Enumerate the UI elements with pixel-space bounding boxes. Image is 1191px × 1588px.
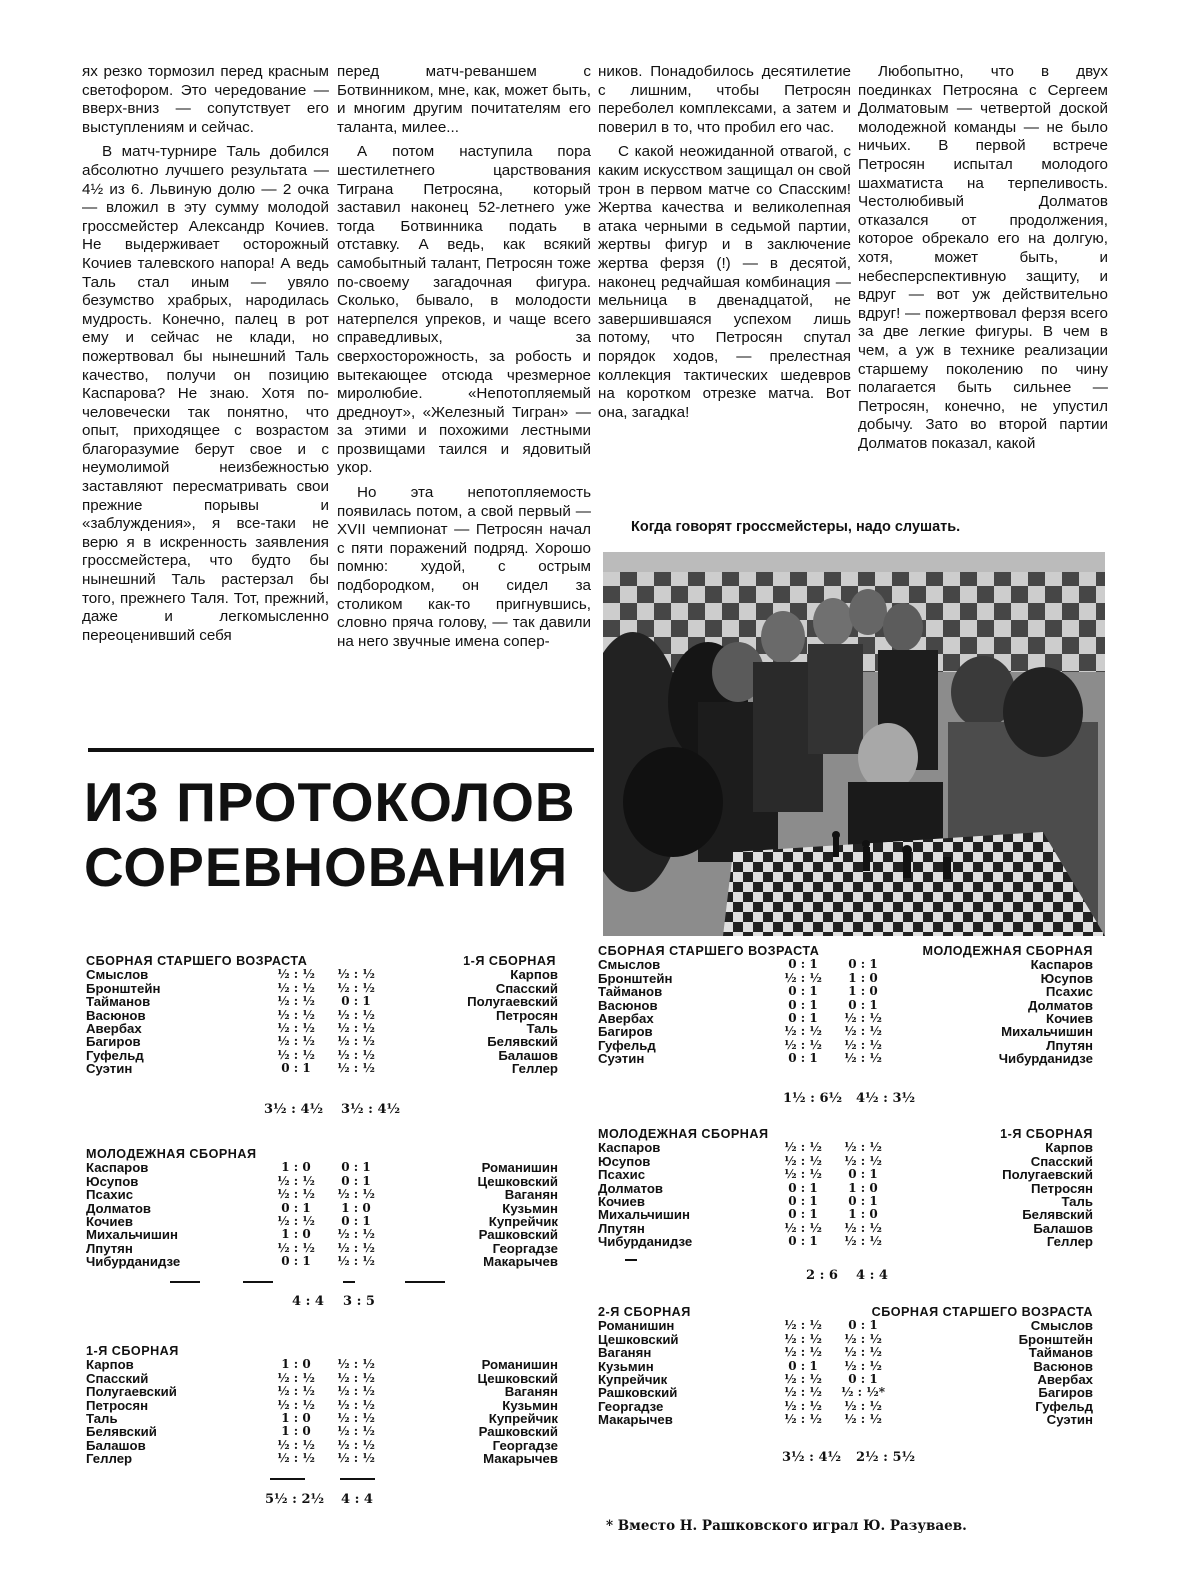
- player-name: Псахис: [598, 1167, 646, 1183]
- score: 1 : 0: [281, 1160, 311, 1175]
- opponent-name: Георгадзе: [492, 1437, 558, 1453]
- table-row: [86, 968, 558, 981]
- score: ½ : ½: [784, 1412, 822, 1427]
- score: 0 : 1: [848, 1193, 878, 1208]
- score: ½ : ½: [337, 1254, 375, 1269]
- score: ½ : ½: [337, 1020, 375, 1035]
- score: ½ : ½: [337, 1227, 375, 1242]
- opponent-name: Михальчишин: [1001, 1024, 1093, 1040]
- opponent-name: Белявский: [487, 1034, 558, 1050]
- opponent-name: Купрейчик: [488, 1410, 558, 1426]
- score: 0 : 1: [788, 984, 818, 999]
- score: 0 : 1: [281, 1254, 311, 1269]
- total-score: 5½ : 2½: [265, 1492, 325, 1507]
- table-row: [598, 1360, 1093, 1373]
- table-row: [598, 999, 1093, 1012]
- player-name: Тайманов: [598, 984, 663, 1000]
- score: 1 : 0: [848, 984, 878, 999]
- table-row: [598, 1400, 1093, 1413]
- score: 0 : 1: [788, 1193, 818, 1208]
- score: ½ : ½: [784, 1371, 822, 1386]
- score: 0 : 1: [341, 1173, 371, 1188]
- score: 0 : 1: [788, 1010, 818, 1025]
- total-score: 3½ : 4½: [264, 1102, 324, 1117]
- opponent-name: Суэтин: [1046, 1412, 1093, 1428]
- score: ½ : ½: [337, 967, 375, 982]
- table-row: [86, 1035, 558, 1048]
- table-row: [598, 1141, 1093, 1154]
- table-row: [86, 1188, 558, 1201]
- total-score: 4 : 4: [341, 1492, 373, 1507]
- score: ½ : ½: [277, 1451, 315, 1466]
- player-name: Лпутян: [86, 1240, 133, 1256]
- footnote: * Вместо Н. Рашковского играл Ю. Разуваев.: [606, 1518, 967, 1534]
- table-row: [598, 1182, 1093, 1195]
- player-name: Петросян: [86, 1397, 149, 1413]
- player-name: Каспаров: [86, 1160, 149, 1176]
- score: 1 : 0: [848, 1180, 878, 1195]
- table-row: [598, 972, 1093, 985]
- player-name: Юсупов: [86, 1173, 139, 1189]
- paragraph: В матч-турнире Таль добился абсолютно лучшего результата — 4½ из 6. Львиную долю — 2 очка — вложил в эту сумму молодой гроссмейстер Александр Кочиев. Не выдерживает осторожный Кочиев талевского напора! А ведь Таль стал иным — увяло безумство храбрых, народилась мудрость. Конечно, палец в рот ему и сейчас не клади, но пожертвовал бы нынешний Таль качество, получи он позицию Каспарова? Не знаю. Хотя по-человечески так понятно, что опыт, приходящее с возрастом благоразумие берут свое и с неумолимой неизбежностью заставляют пересматривать свои прежние порывы и «заблуждения», я все-таки не верю я в искренность заявления гроссмейстера, что будто бы нынешний Таль растерзал бы того, прежнего Таля. Тот, прежний, даже и легкомысленно переоценивший себя: [82, 143, 329, 644]
- opponent-name: Балашов: [498, 1047, 558, 1063]
- table-row: [86, 1385, 558, 1398]
- score: ½ : ½: [277, 1240, 315, 1255]
- player-name: Михальчишин: [598, 1207, 690, 1223]
- opponent-name: Петросян: [495, 1007, 558, 1023]
- score: ½ : ½: [784, 970, 822, 985]
- score: ½ : ½: [844, 1220, 882, 1235]
- table-row: [598, 1346, 1093, 1359]
- score: 0 : 1: [788, 1358, 818, 1373]
- table-row: [598, 1012, 1093, 1025]
- score: ½ : ½: [844, 1153, 882, 1168]
- score: ½ : ½: [337, 1061, 375, 1076]
- score: ½ : ½: [784, 1398, 822, 1413]
- player-name: Ваганян: [598, 1345, 652, 1361]
- score: 0 : 1: [848, 997, 878, 1012]
- player-name: Таль: [86, 1410, 118, 1426]
- total-score: 3 : 5: [343, 1294, 375, 1309]
- table-title: МОЛОДЕЖНАЯ СБОРНАЯ: [86, 1147, 257, 1161]
- table-row: [598, 1039, 1093, 1052]
- table-row: [598, 1208, 1093, 1221]
- player-name: Суэтин: [598, 1051, 645, 1067]
- score: 1 : 0: [281, 1410, 311, 1425]
- score: 1 : 0: [848, 970, 878, 985]
- player-name: Балашов: [86, 1437, 146, 1453]
- score: ½ : ½: [844, 1140, 882, 1155]
- table-row: [86, 1175, 558, 1188]
- table-row: [86, 982, 558, 995]
- player-name: Рашковский: [598, 1385, 678, 1401]
- score: 0 : 1: [788, 997, 818, 1012]
- opponent-name: Цешковский: [477, 1173, 558, 1189]
- player-name: Васюнов: [598, 997, 658, 1013]
- table-row: [86, 995, 558, 1008]
- total-score: 3½ : 4½: [341, 1102, 401, 1117]
- score: ½ : ½: [784, 1318, 822, 1333]
- table-title: 2-Я СБОРНАЯ: [598, 1305, 691, 1319]
- score: ½ : ½: [277, 1213, 315, 1228]
- score: ½ : ½: [844, 1358, 882, 1373]
- score: ½ : ½: [844, 1024, 882, 1039]
- score: ½ : ½: [337, 1357, 375, 1372]
- opponent-name: Лпутян: [1046, 1037, 1093, 1053]
- player-name: Полугаевский: [86, 1384, 177, 1400]
- player-name: Авербах: [598, 1010, 654, 1026]
- table-row: [86, 1242, 558, 1255]
- results-table-6: [598, 1306, 1093, 1427]
- player-name: Кочиев: [598, 1193, 645, 1209]
- player-name: Белявский: [86, 1424, 157, 1440]
- player-name: Цешковский: [598, 1331, 679, 1347]
- score: ½ : ½: [277, 1384, 315, 1399]
- opponent-name: Смыслов: [1030, 1318, 1093, 1334]
- score: 0 : 1: [341, 1213, 371, 1228]
- score: ½ : ½: [844, 1010, 882, 1025]
- opponent-name: Романишин: [481, 1160, 558, 1176]
- score: 0 : 1: [848, 957, 878, 972]
- table-row: [86, 1049, 558, 1062]
- total-score: 2 : 6: [806, 1268, 838, 1283]
- table-row: [86, 1161, 558, 1174]
- score: ½ : ½: [844, 1037, 882, 1052]
- player-name: Лпутян: [598, 1220, 645, 1236]
- results-table-5: [598, 1128, 1093, 1249]
- table-row: [598, 985, 1093, 998]
- score: 0 : 1: [788, 1180, 818, 1195]
- opponent-name: Романишин: [481, 1357, 558, 1373]
- score: ½ : ½: [784, 1037, 822, 1052]
- divider: [343, 1281, 355, 1283]
- paragraph: перед матч-реваншем с Ботвинником, мне, как, может быть, и многим другим почитателям его таланта, милее...: [337, 63, 591, 136]
- score: 0 : 1: [788, 957, 818, 972]
- results-table-2: [86, 1148, 558, 1269]
- results-table-3: [86, 1345, 558, 1466]
- score: ½ : ½: [844, 1398, 882, 1413]
- opponent-name: Карпов: [510, 967, 558, 983]
- table-row: [598, 1319, 1093, 1332]
- table-title: МОЛОДЕЖНАЯ СБОРНАЯ: [598, 1127, 769, 1141]
- table-row: [86, 1425, 558, 1438]
- player-name: Смыслов: [86, 967, 149, 983]
- score: ½ : ½: [277, 1020, 315, 1035]
- score: ½ : ½: [784, 1345, 822, 1360]
- score: 0 : 1: [281, 1200, 311, 1215]
- table-row: [598, 958, 1093, 971]
- table-row: [598, 1333, 1093, 1346]
- total-score: 2½ : 5½: [856, 1450, 916, 1465]
- opponent-name: Георгадзе: [492, 1240, 558, 1256]
- score: ½ : ½: [784, 1024, 822, 1039]
- table-row: [598, 1373, 1093, 1386]
- player-name: Гуфельд: [86, 1047, 144, 1063]
- table-row: [86, 1215, 558, 1228]
- opponent-name: Ваганян: [504, 1187, 558, 1203]
- opponent-name: Геллер: [1046, 1234, 1093, 1250]
- table-title: СБОРНАЯ СТАРШЕГО ВОЗРАСТА: [598, 944, 820, 958]
- score: ½ : ½: [337, 1451, 375, 1466]
- score: 0 : 1: [788, 1207, 818, 1222]
- table-row: [86, 1372, 558, 1385]
- score: ½ : ½: [784, 1385, 822, 1400]
- table-row: [86, 1452, 558, 1465]
- divider: [405, 1281, 445, 1283]
- player-name: Геллер: [86, 1451, 133, 1467]
- player-name: Кочиев: [86, 1213, 133, 1229]
- results-table-1: [86, 955, 558, 1076]
- article-column-1: [82, 63, 329, 651]
- score: ½ : ½: [277, 1397, 315, 1412]
- score: ½ : ½: [277, 1437, 315, 1452]
- score: 0 : 1: [848, 1318, 878, 1333]
- opponent-name: Псахис: [1045, 984, 1093, 1000]
- paragraph: А потом наступила пора шестилетнего царствования Тиграна Петросяна, который заставил наконец 52-летнего уже тогда Ботвинника подать в отставку. А ведь, как всякий самобытный талант, Петросян тоже по-своему загадочная фигура. Сколько, бывало, в молодости натерпелся упреков, и чаще всего справедливых, за сверхосторожность, за робость и вытекающее отсюда чрезмерное миролюбие. «Непотопляемый дредноут», «Железный Тигран» — за этими и похожими лестными прозвищами таился и ядовитый укор.: [337, 143, 591, 477]
- score: 0 : 1: [281, 1061, 311, 1076]
- photo-image: [603, 552, 1105, 936]
- score: ½ : ½: [277, 1007, 315, 1022]
- table-row: [598, 1386, 1093, 1399]
- score: 0 : 1: [341, 994, 371, 1009]
- opponent-name: Таль: [1061, 1193, 1093, 1209]
- score: 0 : 1: [848, 1167, 878, 1182]
- score: ½ : ½: [337, 1047, 375, 1062]
- table-row: [86, 1202, 558, 1215]
- opponent-name: Рашковский: [478, 1227, 558, 1243]
- player-name: Кузьмин: [598, 1358, 654, 1374]
- player-name: Багиров: [598, 1024, 653, 1040]
- article-column-2: [337, 63, 591, 657]
- score: ½ : ½: [784, 1140, 822, 1155]
- score: 1 : 0: [281, 1424, 311, 1439]
- score: ½ : ½: [844, 1345, 882, 1360]
- paragraph: ях резко тормозил перед красным светофором. Это чередование — вверх-вниз — сопутствует его выступлениям и сейчас.: [82, 63, 329, 136]
- divider: [625, 1259, 637, 1261]
- opponent-name: Бронштейн: [1018, 1331, 1093, 1347]
- player-name: Бронштейн: [86, 980, 161, 996]
- opponent-name: Полугаевский: [1002, 1167, 1093, 1183]
- section-headline: [84, 770, 576, 900]
- score: ½ : ½: [277, 1047, 315, 1062]
- opponent-name: Кузьмин: [502, 1397, 558, 1413]
- opponent-name: Спасский: [1030, 1153, 1093, 1169]
- opponent-name: Кочиев: [1046, 1010, 1093, 1026]
- score: ½ : ½: [277, 967, 315, 982]
- opponent-name: Белявский: [1022, 1207, 1093, 1223]
- score: ½ : ½: [277, 1187, 315, 1202]
- player-name: Смыслов: [598, 957, 661, 973]
- opponent-name: Макарычев: [483, 1254, 558, 1270]
- score: ½ : ½: [784, 1153, 822, 1168]
- opponent-name: Таль: [526, 1020, 558, 1036]
- total-score: 4 : 4: [292, 1294, 324, 1309]
- opponent-name: Юсупов: [1040, 970, 1093, 986]
- table-row: [598, 1195, 1093, 1208]
- score: ½ : ½: [277, 1370, 315, 1385]
- table-row: [86, 1439, 558, 1452]
- divider: [270, 1478, 305, 1480]
- opponent-name: Полугаевский: [467, 994, 558, 1010]
- table-row: [598, 1413, 1093, 1426]
- score: ½ : ½: [784, 1331, 822, 1346]
- opponent-name: Купрейчик: [488, 1213, 558, 1229]
- opponent-name: Васюнов: [1033, 1358, 1093, 1374]
- player-name: Купрейчик: [598, 1371, 668, 1387]
- player-name: Михальчишин: [86, 1227, 178, 1243]
- paragraph: Любопытно, что в двух поединках Петросяна с Сергеем Долматовым — четвертой доской молодежной команды — не было ничьих. В первой встрече Петросян испытал молодого шахматиста на терпеливость. Честолюбивый Долматов отказался от продолжения, которое обрекало его на долгую, хотя, может быть, и небесперспективную защиту, и вдруг — вот уж действительно вдруг! — пожертвовал ферзя всего за две легкие фигуры. В чем в чем, а уж в технике реализации старшему поколению по чину полагается быть сильнее — Петросян, конечно, не упустил добычу. Зато во второй партии Долматов показал, какой: [858, 63, 1108, 452]
- score: 0 : 1: [788, 1051, 818, 1066]
- table-opp-title: 1-Я СБОРНАЯ: [463, 954, 556, 968]
- score: ½ : ½: [337, 1007, 375, 1022]
- player-name: Багиров: [86, 1034, 141, 1050]
- opponent-name: Багиров: [1038, 1385, 1093, 1401]
- table-row: [86, 1009, 558, 1022]
- score: ½ : ½: [277, 1034, 315, 1049]
- score: ½ : ½: [337, 1424, 375, 1439]
- paragraph: ников. Понадобилось десятилетие с лишним, чтобы Петросян переболел комплексами, а затем и поверил в то, что пробил его час.: [598, 63, 851, 136]
- player-name: Каспаров: [598, 1140, 661, 1156]
- paragraph: Но эта непотопляемость появилась потом, а свой первый — XVII чемпионат — Петросян начал с пяти поражений подряд. Хорошо помню: худой, с острым подбородком, он сидел за столиком как-то пригнувшись, словно пряча голову, — так давили на него звучные имена сопер-: [337, 484, 591, 650]
- headline-line-2: СОРЕВНОВАНИЯ: [84, 836, 569, 898]
- score: ½ : ½: [337, 1034, 375, 1049]
- score: ½ : ½: [277, 994, 315, 1009]
- player-name: Бронштейн: [598, 970, 673, 986]
- score: ½ : ½: [337, 980, 375, 995]
- table-row: [86, 1358, 558, 1371]
- opponent-name: Спасский: [495, 980, 558, 996]
- total-score: 1½ : 6½: [783, 1091, 843, 1106]
- table-opp-title: МОЛОДЕЖНАЯ СБОРНАЯ: [922, 944, 1093, 958]
- player-name: Долматов: [598, 1180, 664, 1196]
- article-column-4: [858, 63, 1108, 459]
- score: ½ : ½: [844, 1331, 882, 1346]
- table-row: [598, 1235, 1093, 1248]
- divider: [243, 1281, 273, 1283]
- player-name: Васюнов: [86, 1007, 146, 1023]
- opponent-name: Цешковский: [477, 1370, 558, 1386]
- total-score: 4½ : 3½: [856, 1091, 916, 1106]
- score: ½ : ½: [844, 1412, 882, 1427]
- score: ½ : ½: [844, 1234, 882, 1249]
- score: ½ : ½: [784, 1167, 822, 1182]
- score: 1 : 0: [848, 1207, 878, 1222]
- score: ½ : ½: [277, 1173, 315, 1188]
- opponent-name: Рашковский: [478, 1424, 558, 1440]
- table-row: [598, 1052, 1093, 1065]
- photo-caption: Когда говорят гроссмейстеры, надо слушать.: [631, 519, 961, 535]
- player-name: Спасский: [86, 1370, 149, 1386]
- score: ½ : ½: [337, 1397, 375, 1412]
- score: ½ : ½: [784, 1220, 822, 1235]
- player-name: Долматов: [86, 1200, 152, 1216]
- table-row: [598, 1222, 1093, 1235]
- opponent-name: Гуфельд: [1035, 1398, 1093, 1414]
- score: ½ : ½: [337, 1384, 375, 1399]
- score: ½ : ½: [337, 1187, 375, 1202]
- divider: [170, 1281, 200, 1283]
- player-name: Авербах: [86, 1020, 142, 1036]
- player-name: Макарычев: [598, 1412, 673, 1428]
- article-column-3: [598, 63, 851, 428]
- score: 0 : 1: [341, 1160, 371, 1175]
- player-name: Псахис: [86, 1187, 134, 1203]
- table-row: [86, 1412, 558, 1425]
- table-row: [86, 1255, 558, 1268]
- player-name: Юсупов: [598, 1153, 651, 1169]
- score: 1 : 0: [281, 1357, 311, 1372]
- score: 0 : 1: [848, 1371, 878, 1386]
- opponent-name: Карпов: [1045, 1140, 1093, 1156]
- player-name: Суэтин: [86, 1061, 133, 1077]
- opponent-name: Авербах: [1037, 1371, 1093, 1387]
- player-name: Георгадзе: [598, 1398, 664, 1414]
- score: ½ : ½: [337, 1410, 375, 1425]
- section-divider: [88, 748, 594, 752]
- table-opp-title: 1-Я СБОРНАЯ: [1000, 1127, 1093, 1141]
- score: ½ : ½: [844, 1051, 882, 1066]
- score: 1 : 0: [281, 1227, 311, 1242]
- results-table-4: [598, 945, 1093, 1066]
- divider: [340, 1478, 375, 1480]
- table-row: [86, 1022, 558, 1035]
- table-row: [86, 1228, 558, 1241]
- opponent-name: Геллер: [511, 1061, 558, 1077]
- table-title: СБОРНАЯ СТАРШЕГО ВОЗРАСТА: [86, 954, 308, 968]
- player-name: Тайманов: [86, 994, 151, 1010]
- score: ½ : ½*: [840, 1385, 886, 1400]
- opponent-name: Макарычев: [483, 1451, 558, 1467]
- table-row: [598, 1155, 1093, 1168]
- table-row: [598, 1025, 1093, 1038]
- score: ½ : ½: [277, 980, 315, 995]
- opponent-name: Тайманов: [1028, 1345, 1093, 1361]
- score: ½ : ½: [337, 1240, 375, 1255]
- player-name: Чибурданидзе: [598, 1234, 693, 1250]
- table-row: [598, 1168, 1093, 1181]
- headline-line-1: ИЗ ПРОТОКОЛОВ: [84, 771, 576, 833]
- table-opp-title: СБОРНАЯ СТАРШЕГО ВОЗРАСТА: [871, 1305, 1093, 1319]
- opponent-name: Ваганян: [504, 1384, 558, 1400]
- player-name: Романишин: [598, 1318, 675, 1334]
- total-score: 4 : 4: [856, 1268, 888, 1283]
- photo-grandmasters: [603, 552, 1105, 936]
- opponent-name: Каспаров: [1030, 957, 1093, 973]
- opponent-name: Петросян: [1030, 1180, 1093, 1196]
- player-name: Карпов: [86, 1357, 134, 1373]
- paragraph: С какой неожиданной отвагой, с каким искусством защищал он свой трон в первом матче со Спасским! Жертва качества и великолепная атака черными в седьмой партии, жертвы фигур и в заключение жертва ферзя (!) — в десятой, наконец редчайшая комбинация — мельница в двенадцатой, не завершившаяся успехом лишь потому, что Петросян спутал порядок ходов, — прелестная коллекция тактических шедевров на коротком отрезке матча. Вот она, загадка!: [598, 143, 851, 421]
- table-title: 1-Я СБОРНАЯ: [86, 1344, 179, 1358]
- player-name: Гуфельд: [598, 1037, 656, 1053]
- player-name: Чибурданидзе: [86, 1254, 181, 1270]
- table-row: [86, 1399, 558, 1412]
- score: 1 : 0: [341, 1200, 371, 1215]
- score: 0 : 1: [788, 1234, 818, 1249]
- total-score: 3½ : 4½: [782, 1450, 842, 1465]
- opponent-name: Кузьмин: [502, 1200, 558, 1216]
- score: ½ : ½: [337, 1370, 375, 1385]
- opponent-name: Чибурданидзе: [998, 1051, 1093, 1067]
- opponent-name: Долматов: [1027, 997, 1093, 1013]
- table-row: [86, 1062, 558, 1075]
- opponent-name: Балашов: [1033, 1220, 1093, 1236]
- score: ½ : ½: [337, 1437, 375, 1452]
